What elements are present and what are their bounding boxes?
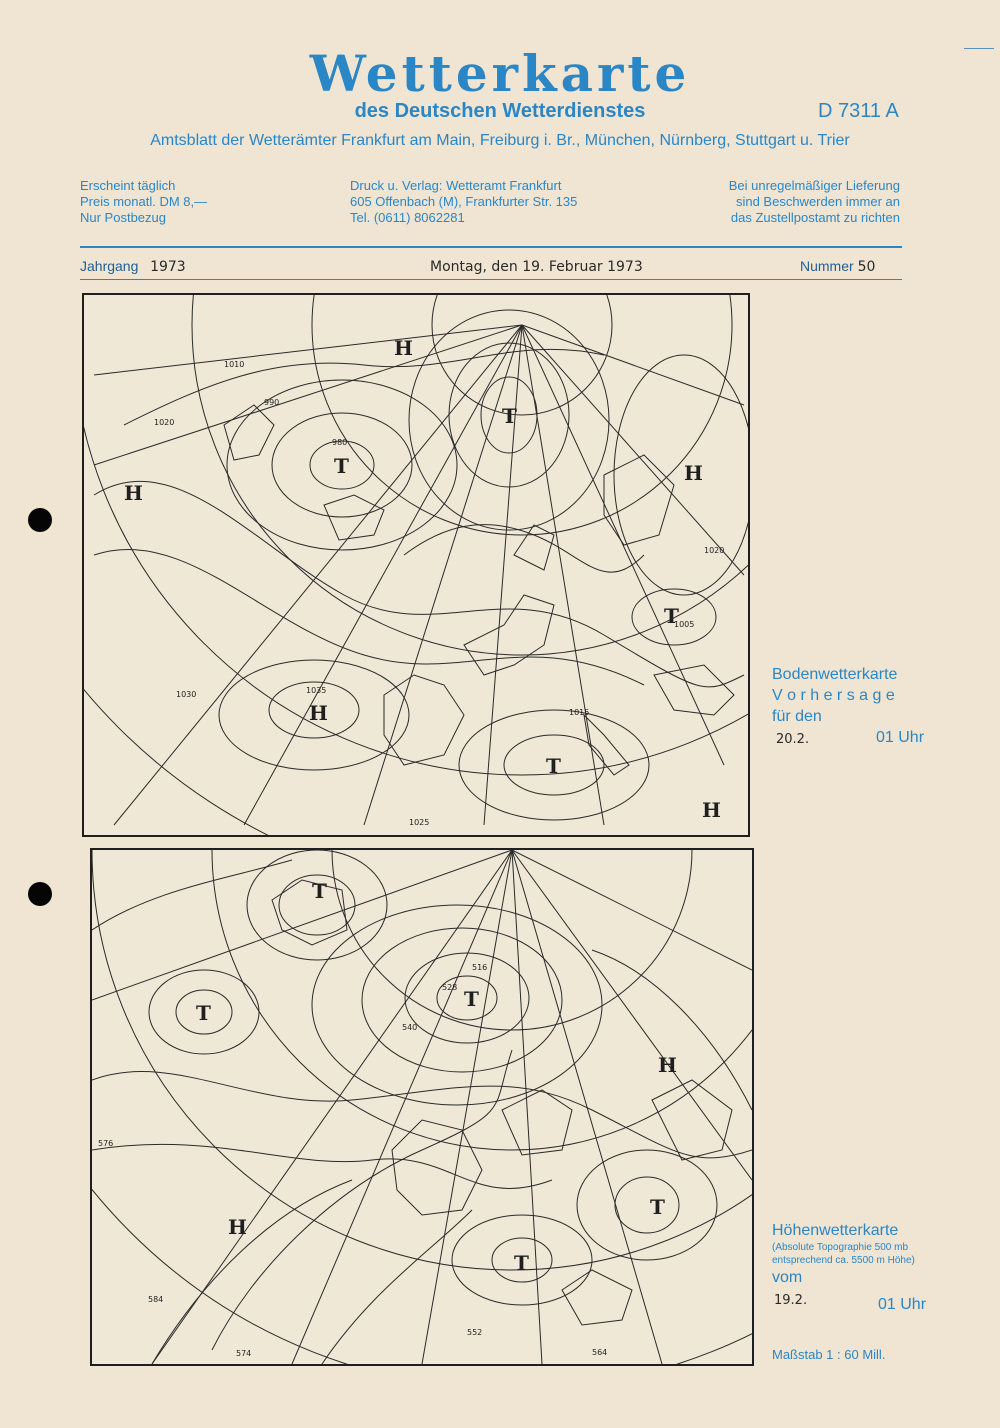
caption-subtitle: V o r h e r s a g e: [772, 687, 895, 704]
amtsblatt-line: Amtsblatt der Wetterämter Frankfurt am Main, Freiburg i. Br., München, Nürnberg, Stuttgart u. Trier: [150, 132, 850, 149]
punch-hole-top: [28, 508, 52, 532]
nummer-label: Nummer: [800, 258, 854, 274]
caption-title: Bodenwetterkarte: [772, 666, 898, 683]
height-label: 540: [402, 1023, 418, 1032]
isobar-label: 1015: [569, 708, 590, 717]
height-label: 552: [467, 1328, 483, 1337]
caption-fuer-den: für den: [772, 708, 822, 725]
pressure-system-label: H: [309, 701, 328, 725]
map-scale: Maßstab 1 : 60 Mill.: [772, 1347, 886, 1362]
upper-air-map: [90, 848, 754, 1366]
publication-code: D 7311 A: [818, 100, 899, 122]
isobar-label: 980: [332, 438, 348, 447]
pressure-system-label: H: [394, 336, 413, 360]
jahrgang-value: 1973: [150, 259, 186, 275]
surface-forecast-map: [82, 293, 750, 837]
pressure-system-label: H: [702, 798, 721, 822]
caption-title: Höhenwetterkarte: [772, 1222, 899, 1239]
nummer: [800, 258, 875, 275]
isobar-label: 1030: [176, 690, 197, 699]
upper-air-map-drawing: [92, 850, 752, 1364]
pressure-system-label: H: [228, 1215, 247, 1239]
pressure-system-label: H: [684, 461, 703, 485]
isobar-label: 1035: [306, 686, 327, 695]
pressure-system-label: T: [312, 879, 327, 903]
masthead-subtitle: des Deutschen Wetterdienstes: [354, 100, 646, 122]
caption-date: 19.2.: [774, 1293, 808, 1308]
info-right: [700, 178, 900, 226]
dateline-rule: [80, 279, 902, 280]
caption-note: entsprechend ca. 5500 m Höhe): [772, 1255, 915, 1266]
isobar-label: 1005: [674, 620, 695, 629]
pressure-system-label: H: [658, 1053, 677, 1077]
issue-date: [430, 258, 643, 275]
pressure-system-label: T: [464, 987, 479, 1011]
pressure-system-label: T: [546, 754, 561, 778]
pressure-system-label: T: [664, 604, 679, 628]
info-line: 605 Offenbach (M), Frankfurter Str. 135: [350, 194, 578, 209]
masthead-title: Wetterkarte: [309, 44, 691, 103]
pressure-system-label: T: [650, 1195, 665, 1219]
caption-time: 01 Uhr: [878, 1296, 927, 1313]
isobar-label: 1020: [154, 418, 175, 427]
issue-date-text: Montag, den 19. Februar 1973: [430, 259, 643, 275]
height-label: 516: [472, 963, 488, 972]
isobar-label: 1025: [409, 818, 430, 827]
caption-time: 01 Uhr: [876, 729, 925, 746]
height-label: 584: [148, 1295, 164, 1304]
pressure-system-label: T: [502, 404, 517, 428]
info-line: Druck u. Verlag: Wetteramt Frankfurt: [350, 178, 562, 193]
surface-map-caption: [772, 664, 942, 749]
caption-vom: vom: [772, 1269, 803, 1286]
surface-map-drawing: [84, 295, 748, 835]
header-rule: [80, 246, 902, 248]
info-line: Nur Postbezug: [80, 210, 166, 225]
info-center: [350, 178, 577, 226]
height-label: 528: [442, 983, 458, 992]
caption-date: 20.2.: [776, 732, 810, 747]
punch-hole-bottom: [28, 882, 52, 906]
isobar-label: 990: [264, 398, 280, 407]
nummer-value: 50: [857, 259, 876, 275]
jahrgang-label: Jahrgang: [80, 258, 139, 274]
caption-note: (Absolute Topographie 500 mb: [772, 1242, 909, 1253]
pressure-system-label: T: [196, 1001, 211, 1025]
info-line: Tel. (0611) 8062281: [350, 210, 465, 225]
info-line: Erscheint täglich: [80, 178, 176, 193]
height-label: 576: [98, 1139, 114, 1148]
height-label: 564: [592, 1348, 608, 1357]
pressure-system-label: H: [124, 481, 143, 505]
info-line: Preis monatl. DM 8,—: [80, 194, 208, 209]
info-line: sind Beschwerden immer an: [735, 194, 900, 209]
info-line: Bei unregelmäßiger Lieferung: [728, 178, 900, 193]
jahrgang: [80, 258, 186, 275]
caption-datetime: [772, 1288, 952, 1313]
height-label: 574: [236, 1349, 252, 1358]
isobar-label: 1020: [704, 546, 725, 555]
caption-datetime: [772, 727, 942, 749]
pressure-system-label: T: [514, 1251, 529, 1275]
info-line: das Zustellpostamt zu richten: [730, 210, 900, 225]
upper-air-map-caption: [772, 1220, 952, 1313]
pressure-system-label: T: [334, 454, 349, 478]
isobar-label: 1010: [224, 360, 245, 369]
info-left: [80, 178, 207, 226]
